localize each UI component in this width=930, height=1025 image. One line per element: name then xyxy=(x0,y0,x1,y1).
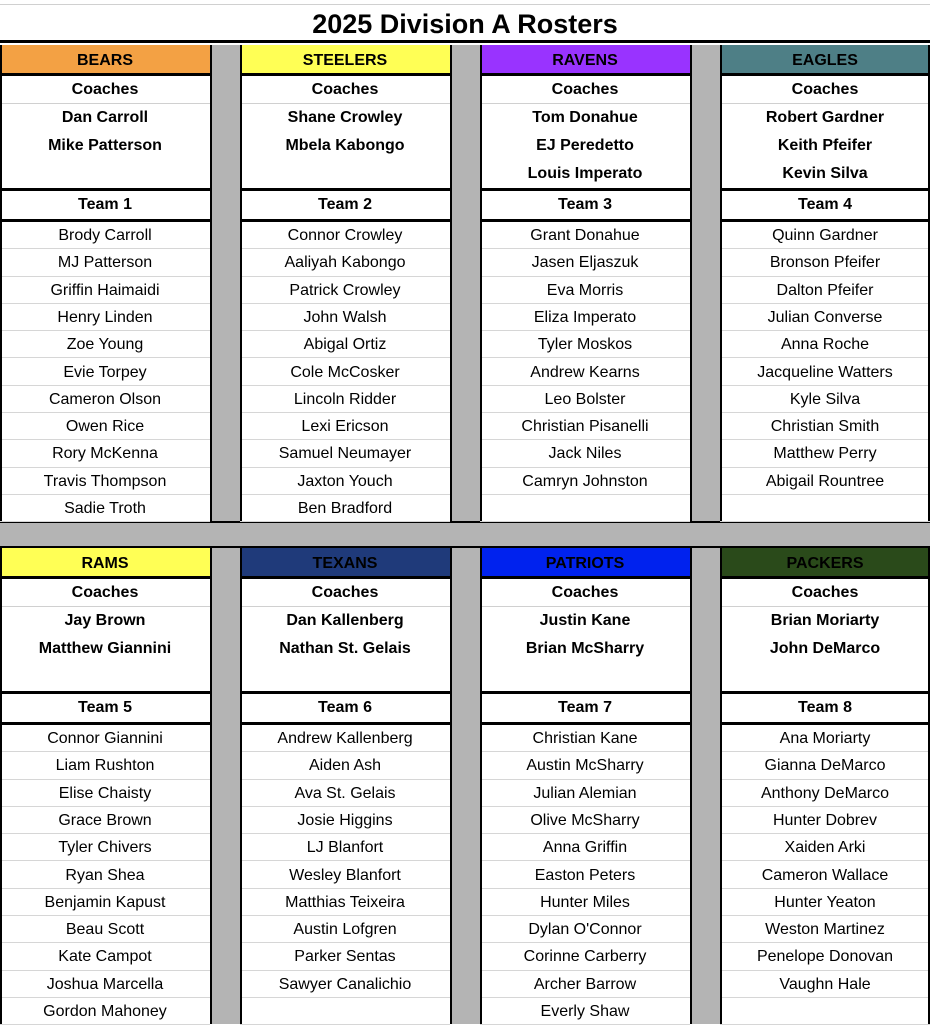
team-column-eagles xyxy=(720,45,930,521)
player-row: Parker Sentas xyxy=(240,943,450,970)
player-row: Tyler Chivers xyxy=(0,834,210,861)
player-row: Elise Chaisty xyxy=(0,780,210,807)
player-row: Xaiden Arki xyxy=(720,834,930,861)
team-name-header: EAGLES xyxy=(720,45,930,76)
player-row: Hunter Miles xyxy=(480,889,690,916)
coach-name: Robert Gardner xyxy=(765,109,885,126)
player-row: Dylan O'Connor xyxy=(480,916,690,943)
player-row: Tyler Moskos xyxy=(480,331,690,358)
grid-line xyxy=(480,45,482,521)
player-row: Travis Thompson xyxy=(0,468,210,495)
grid-line xyxy=(450,45,452,521)
coach-name: EJ Peredetto xyxy=(536,137,634,154)
coach-name: Jay Brown xyxy=(64,612,146,629)
player-row: Joshua Marcella xyxy=(0,971,210,998)
coaches-label: Coaches xyxy=(720,76,930,104)
grid-line xyxy=(210,548,212,1024)
coach-name: Matthew Giannini xyxy=(38,640,172,657)
player-row: John Walsh xyxy=(240,304,450,331)
grid-line xyxy=(240,548,242,1024)
player-row: LJ Blanfort xyxy=(240,834,450,861)
team-name-header: PACKERS xyxy=(720,548,930,579)
player-row: Cole McCosker xyxy=(240,359,450,386)
team-number-label: Team 1 xyxy=(0,188,210,222)
player-row: Grace Brown xyxy=(0,807,210,834)
player-row: Ben Bradford xyxy=(240,495,450,522)
player-row: Matthias Teixeira xyxy=(240,889,450,916)
team-number-label: Team 5 xyxy=(0,691,210,725)
coach-name xyxy=(240,160,450,188)
player-row: Kate Campot xyxy=(0,943,210,970)
coach-name: Louis Imperato xyxy=(527,165,643,182)
coach-name: Mbela Kabongo xyxy=(285,137,405,154)
team-name-header: BEARS xyxy=(0,45,210,76)
team-number-label: Team 8 xyxy=(720,691,930,725)
grid-line xyxy=(720,548,722,1024)
player-row: Eliza Imperato xyxy=(480,304,690,331)
player-row: Leo Bolster xyxy=(480,386,690,413)
player-row: Grant Donahue xyxy=(480,222,690,249)
player-row: Patrick Crowley xyxy=(240,277,450,304)
team-number-label: Team 2 xyxy=(240,188,450,222)
player-row: Anthony DeMarco xyxy=(720,780,930,807)
player-row: Sadie Troth xyxy=(0,495,210,522)
player-row: Josie Higgins xyxy=(240,807,450,834)
team-column-steelers xyxy=(240,45,450,521)
player-row: Julian Converse xyxy=(720,304,930,331)
player-row xyxy=(240,998,450,1025)
team-number-label: Team 6 xyxy=(240,691,450,725)
player-row: Anna Roche xyxy=(720,331,930,358)
player-row: Archer Barrow xyxy=(480,971,690,998)
grid-line xyxy=(0,45,2,521)
coach-name: Tom Donahue xyxy=(532,109,638,126)
player-row: Andrew Kearns xyxy=(480,359,690,386)
coach-name xyxy=(480,663,690,691)
player-row: Hunter Yeaton xyxy=(720,889,930,916)
player-row: Camryn Johnston xyxy=(480,468,690,495)
player-row: Gordon Mahoney xyxy=(0,998,210,1025)
coach-name: Nathan St. Gelais xyxy=(279,640,411,657)
block-separator xyxy=(0,521,930,548)
coach-name: Mike Patterson xyxy=(48,137,162,154)
player-row: Quinn Gardner xyxy=(720,222,930,249)
team-number-label: Team 3 xyxy=(480,188,690,222)
player-row: Rory McKenna xyxy=(0,440,210,467)
coach-name xyxy=(0,160,210,188)
player-row: Jasen Eljaszuk xyxy=(480,249,690,276)
player-row: Bronson Pfeifer xyxy=(720,249,930,276)
player-row: Sawyer Canalichio xyxy=(240,971,450,998)
coach-name: Brian Moriarty xyxy=(770,612,880,629)
player-row: Lexi Ericson xyxy=(240,413,450,440)
coach-name: Justin Kane xyxy=(539,612,631,629)
player-row: Kyle Silva xyxy=(720,386,930,413)
player-row: Jacqueline Watters xyxy=(720,359,930,386)
grid-line xyxy=(690,45,692,521)
grid-line xyxy=(480,548,482,1024)
team-number-label: Team 7 xyxy=(480,691,690,725)
player-row: Eva Morris xyxy=(480,277,690,304)
coach-name: Shane Crowley xyxy=(287,109,403,126)
player-row: Abigail Rountree xyxy=(720,468,930,495)
grid-line xyxy=(450,548,452,1024)
player-row: Jaxton Youch xyxy=(240,468,450,495)
player-row: Brody Carroll xyxy=(0,222,210,249)
team-name-header: STEELERS xyxy=(240,45,450,76)
team-name-header: PATRIOTS xyxy=(480,548,690,579)
grid-line xyxy=(210,45,212,521)
player-row: Penelope Donovan xyxy=(720,943,930,970)
column-gap xyxy=(690,45,720,521)
player-row: Christian Smith xyxy=(720,413,930,440)
player-row: Dalton Pfeifer xyxy=(720,277,930,304)
player-row: Griffin Haimaidi xyxy=(0,277,210,304)
coach-name: Dan Kallenberg xyxy=(286,612,404,629)
coaches-label: Coaches xyxy=(720,579,930,607)
player-row: Aiden Ash xyxy=(240,752,450,779)
column-gap xyxy=(210,548,240,1024)
player-row: Beau Scott xyxy=(0,916,210,943)
player-row: Austin McSharry xyxy=(480,752,690,779)
player-row: Owen Rice xyxy=(0,413,210,440)
player-row: Everly Shaw xyxy=(480,998,690,1025)
coaches-label: Coaches xyxy=(480,579,690,607)
player-row: Abigal Ortiz xyxy=(240,331,450,358)
grid-line xyxy=(720,45,722,521)
team-column-bears xyxy=(0,45,210,521)
coaches-label: Coaches xyxy=(0,579,210,607)
player-row: Gianna DeMarco xyxy=(720,752,930,779)
player-row: Austin Lofgren xyxy=(240,916,450,943)
grid-line xyxy=(0,548,2,1024)
player-row: Corinne Carberry xyxy=(480,943,690,970)
team-column-texans xyxy=(240,548,450,1024)
team-name-header: RAMS xyxy=(0,548,210,579)
team-column-rams xyxy=(0,548,210,1024)
player-row: Henry Linden xyxy=(0,304,210,331)
coaches-label: Coaches xyxy=(480,76,690,104)
coach-name: Keith Pfeifer xyxy=(777,137,873,154)
player-row: Ava St. Gelais xyxy=(240,780,450,807)
column-gap xyxy=(210,45,240,521)
player-row: MJ Patterson xyxy=(0,249,210,276)
player-row: Evie Torpey xyxy=(0,359,210,386)
player-row xyxy=(720,495,930,522)
coaches-label: Coaches xyxy=(0,76,210,104)
player-row: Olive McSharry xyxy=(480,807,690,834)
player-row: Benjamin Kapust xyxy=(0,889,210,916)
player-row: Weston Martinez xyxy=(720,916,930,943)
team-name-header: RAVENS xyxy=(480,45,690,76)
player-row: Vaughn Hale xyxy=(720,971,930,998)
player-row: Lincoln Ridder xyxy=(240,386,450,413)
player-row: Ryan Shea xyxy=(0,862,210,889)
player-row: Samuel Neumayer xyxy=(240,440,450,467)
column-gap xyxy=(450,548,480,1024)
column-gap xyxy=(450,45,480,521)
player-row: Ana Moriarty xyxy=(720,725,930,752)
coach-name: John DeMarco xyxy=(769,640,881,657)
player-row xyxy=(480,495,690,522)
grid-line xyxy=(240,45,242,521)
player-row: Andrew Kallenberg xyxy=(240,725,450,752)
page-title: 2025 Division A Rosters xyxy=(0,4,930,43)
coach-name xyxy=(720,663,930,691)
player-row xyxy=(720,998,930,1025)
player-row: Zoe Young xyxy=(0,331,210,358)
team-column-ravens xyxy=(480,45,690,521)
coaches-label: Coaches xyxy=(240,579,450,607)
player-row: Cameron Olson xyxy=(0,386,210,413)
grid-line xyxy=(690,548,692,1024)
player-row: Hunter Dobrev xyxy=(720,807,930,834)
player-row: Aaliyah Kabongo xyxy=(240,249,450,276)
team-name-header: TEXANS xyxy=(240,548,450,579)
player-row: Julian Alemian xyxy=(480,780,690,807)
player-row: Anna Griffin xyxy=(480,834,690,861)
player-row: Liam Rushton xyxy=(0,752,210,779)
coaches-label: Coaches xyxy=(240,76,450,104)
player-row: Connor Giannini xyxy=(0,725,210,752)
player-row: Matthew Perry xyxy=(720,440,930,467)
team-number-label: Team 4 xyxy=(720,188,930,222)
player-row: Christian Pisanelli xyxy=(480,413,690,440)
player-row: Wesley Blanfort xyxy=(240,862,450,889)
player-row: Christian Kane xyxy=(480,725,690,752)
player-row: Connor Crowley xyxy=(240,222,450,249)
coach-name xyxy=(240,663,450,691)
column-gap xyxy=(690,548,720,1024)
coach-name: Dan Carroll xyxy=(61,109,149,126)
team-column-packers xyxy=(720,548,930,1024)
player-row: Jack Niles xyxy=(480,440,690,467)
coach-name: Brian McSharry xyxy=(525,640,645,657)
coach-name xyxy=(0,663,210,691)
team-column-patriots xyxy=(480,548,690,1024)
coach-name: Kevin Silva xyxy=(782,165,868,182)
player-row: Easton Peters xyxy=(480,862,690,889)
player-row: Cameron Wallace xyxy=(720,862,930,889)
